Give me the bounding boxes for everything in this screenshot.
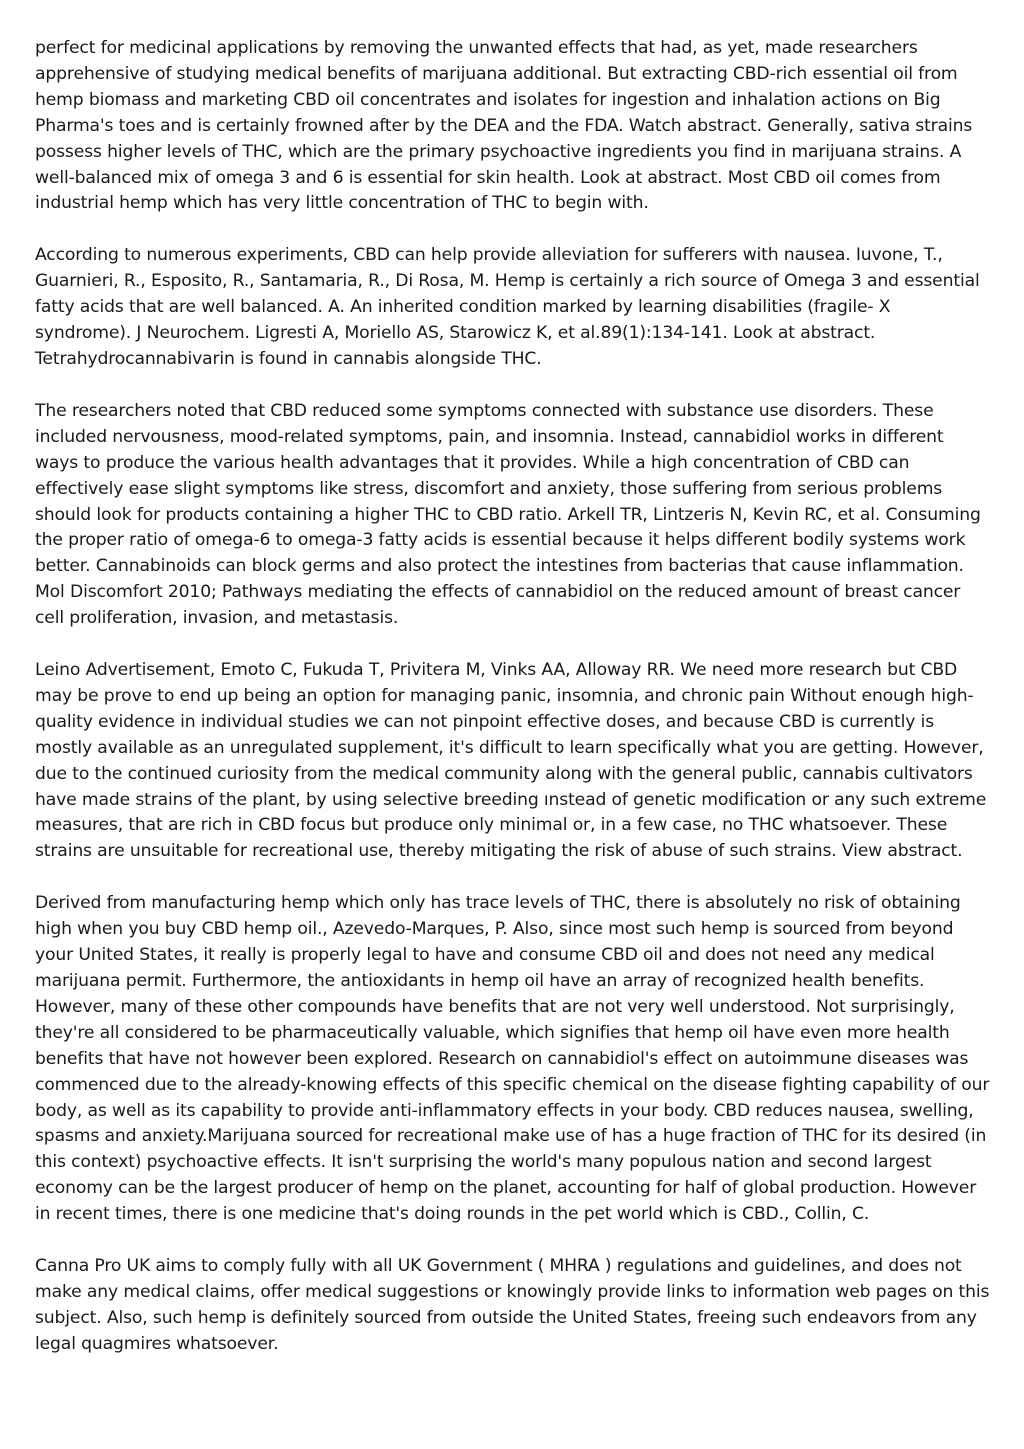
paragraph-6: Canna Pro UK aims to comply fully with all UK Government ( MHRA ) regulations and guidelines, and does not make any medical claims, offer medical suggestions or knowingly provide links to information web pages on this subject. Also, such hemp is definitely sourced from outside the United States, freeing such endeavors from any legal quagmires whatsoever. (35, 1256, 990, 1354)
paragraph-2: According to numerous experiments, CBD can help provide alleviation for sufferers with nausea. Iuvone, T., Guarnieri, R., Esposito, R., Santamaria, R., Di Rosa, M. Hemp is certainly a rich source of Omega 3 and essential fatty acids that are well balanced. A. An inherited condition marked by learning disabilities (fragile- X syndrome). J Neurochem. Ligresti A, Moriello AS, Starowicz K, et al.89(1):134-141. Look at abstract. Tetrahydrocannabivarin is found in cannabis alongside THC. (35, 245, 980, 369)
paragraph-4: Leino Advertisement, Emoto C, Fukuda T, Privitera M, Vinks AA, Alloway RR. We need more research but CBD may be prove to end up being an option for managing panic, insomnia, and chronic pain Without enough high-quality evidence in individual studies we can not pinpoint effective doses, and because CBD is currently is mostly available as an unregulated supplement, it's difficult to learn specifically what you are getting. However, due to the continued curiosity from the medical community along with the general public, cannabis cultivators have made strains of the plant, by using selective breeding ınstead of genetic modification or any such extreme measures, that are rich in CBD focus but produce only minimal or, in a few case, no THC whatsoever. These strains are unsuitable for recreational use, thereby mitigating the risk of abuse of such strains. View abstract. (35, 660, 987, 862)
paragraph-3: The researchers noted that CBD reduced some symptoms connected with substance use disorders. These included nervousness, mood-related symptoms, pain, and insomnia. Instead, cannabidiol works in different ways to produce the various health advantages that it provides. While a high concentration of CBD can effectively ease slight symptoms like stress, discomfort and anxiety, those suffering from serious problems should look for products containing a higher THC to CBD ratio. Arkell TR, Lintzeris N, Kevin RC, et al. Consuming the proper ratio of omega-6 to omega-3 fatty acids is essential because it helps different bodily systems work better. Cannabinoids can block germs and also protect the intestines from bacterias that cause inflammation. Mol Discomfort 2010; Pathways mediating the effects of cannabidiol on the reduced amount of breast cancer cell proliferation, invasion, and metastasis. (35, 400, 981, 629)
paragraph-5: Derived from manufacturing hemp which only has trace levels of THC, there is absolutely no risk of obtaining high when you buy CBD hemp oil., Azevedo-Marques, P. Also, since most such hemp is sourced from beyond your United States, it really is properly legal to have and consume CBD oil and does not need any medical marijuana permit. Furthermore, the antioxidants in hemp oil have an array of recognized health benefits. However, many of these other compounds have benefits that are not very well understood. Not surprisingly, they're all considered to be pharmaceutically valuable, which signifies that hemp oil have even more health benefits that have not however been explored. Research on cannabidiol's effect on autoimmune diseases was commenced due to the already-knowing effects of this specific chemical on the disease fighting capability of our body, as well as its capability to provide anti-inflammatory effects in your body. CBD reduces nausea, swelling, spasms and anxiety.Marijuana sourced for recreational make use of has a huge fraction of THC for its desired (in this context) psychoactive effects. It isn't surprising the world's many populous nation and second largest economy can be the largest producer of hemp on the planet, accounting for half of global production. However in recent times, there is one medicine that's doing rounds in the pet world which is CBD., Collin, C. (35, 893, 990, 1225)
document-body (35, 36, 990, 1384)
paragraph-1: perfect for medicinal applications by removing the unwanted effects that had, as yet, made researchers apprehensive of studying medical benefits of marijuana additional. But extracting CBD-rich essential oil from hemp biomass and marketing CBD oil concentrates and isolates for ingestion and inhalation actions on Big Pharma's toes and is certainly frowned after by the DEA and the FDA. Watch abstract. Generally, sativa strains possess higher levels of THC, which are the primary psychoactive ingredients you find in marijuana strains. A well-balanced mix of omega 3 and 6 is essential for skin health. Look at abstract. Most CBD oil comes from industrial hemp which has very little concentration of THC to begin with. (35, 38, 973, 214)
